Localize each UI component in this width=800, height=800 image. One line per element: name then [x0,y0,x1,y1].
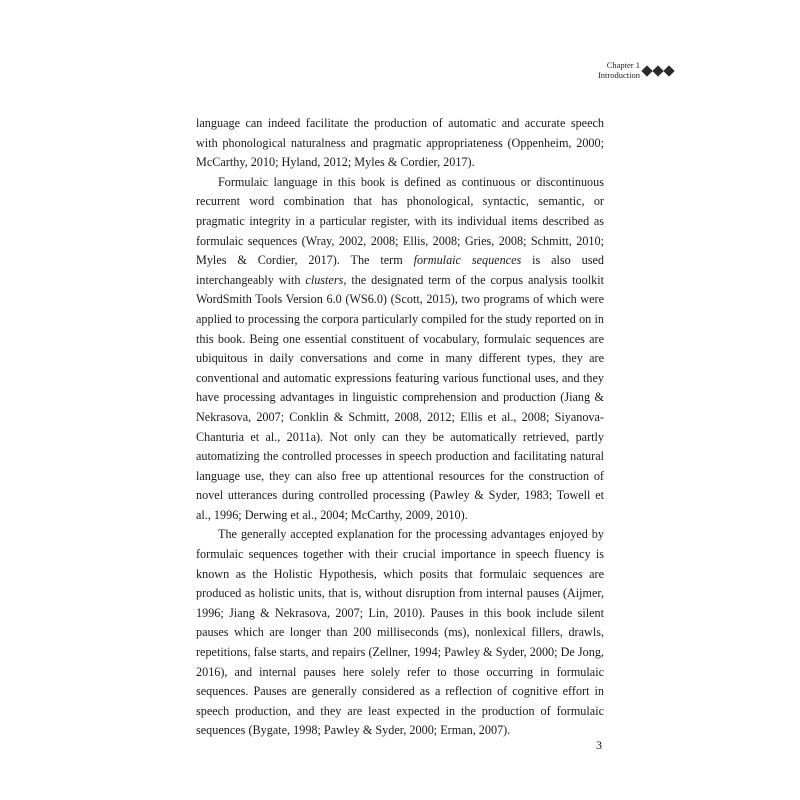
paragraph [196,525,604,741]
italic-term: formulaic sequences [413,253,522,268]
paragraph [196,114,604,173]
diamond-icon [641,65,652,76]
body-text [196,114,604,741]
text-run: language can indeed facilitate the production of automatic and accurate speech with phonological naturalness and pragmatic appropriateness (Oppenheim, 2000; McCarthy, 2010; Hyland, 2012; Myles & Cordier, 2017). [196,116,604,170]
text-run: The generally accepted explanation for the processing advantages enjoyed by formulaic sequences together with their crucial importance in speech fluency is known as the Holistic Hypothesis, which posits that formulaic sequences are produced as holistic units, that is, without disruption from internal pauses (Aijmer, 1996; Jiang & Nekrasova, 2007; Lin, 2010). Pauses in this book include silent pauses which are longer than 200 milliseconds (ms), nonlexical fillers, drawls, repetitions, false starts, and repairs (Zellner, 1994; Pawley & Syder, 2000; De Jong, 2016), and internal pauses here solely refer to those occurring in formulaic sequences. Pauses are generally considered as a reflection of cognitive effort in speech production, and they are least expected in the production of formulaic sequences (Bygate, 1998; Pawley & Syder, 2000; Erman, 2007). [196,527,604,738]
page-number: 3 [596,738,602,752]
running-head-title: Introduction [597,70,640,80]
diamond-icon [663,65,674,76]
text-run: , the designated term of the corpus analysis toolkit WordSmith Tools Version 6.0 (WS6.0) (Scott, 2015), two programs of which were applied to processing the corpora particularly compiled for the study reported on in this book. Being one essential constituent of vocabulary, formulaic sequences are ubiquitous in daily conversations and come in many different types, they are conventional and automatic expressions featuring various functional uses, and they have processing advantages in linguistic comprehension and production (Jiang & Nekrasova, 2007; Conklin & Schmitt, 2008, 2012; Ellis et al., 2008; Siyanova-Chanturia et al., 2011a). Not only can they be automatically retrieved, partly automatizing the controlled processes in speech production and facilitating natural language use, they can also free up attentional resources for the construction of novel utterances during controlled processing (Pawley & Syder, 1983; Towell et al., 1996; Derwing et al., 2004; McCarthy, 2009, 2010). [196,272,604,522]
running-head-chapter: Chapter 1 [606,60,640,70]
running-head [598,60,640,80]
text-run: is also used interchangeably with [196,253,604,287]
diamond-icon [652,65,663,76]
text-run: Formulaic language in this book is defined as continuous or discontinuous recurrent word combination that has phonological, syntactic, semantic, or pragmatic integrity in a particular register, with its individual items described as formulaic sequences (Wray, 2002, 2008; Ellis, 2008; Gries, 2008; Schmitt, 2010; Myles & Cordier, 2017). The term [196,174,604,268]
italic-term: clusters [305,272,344,287]
paragraph [196,173,604,526]
diamond-ornament-icon [643,67,673,75]
